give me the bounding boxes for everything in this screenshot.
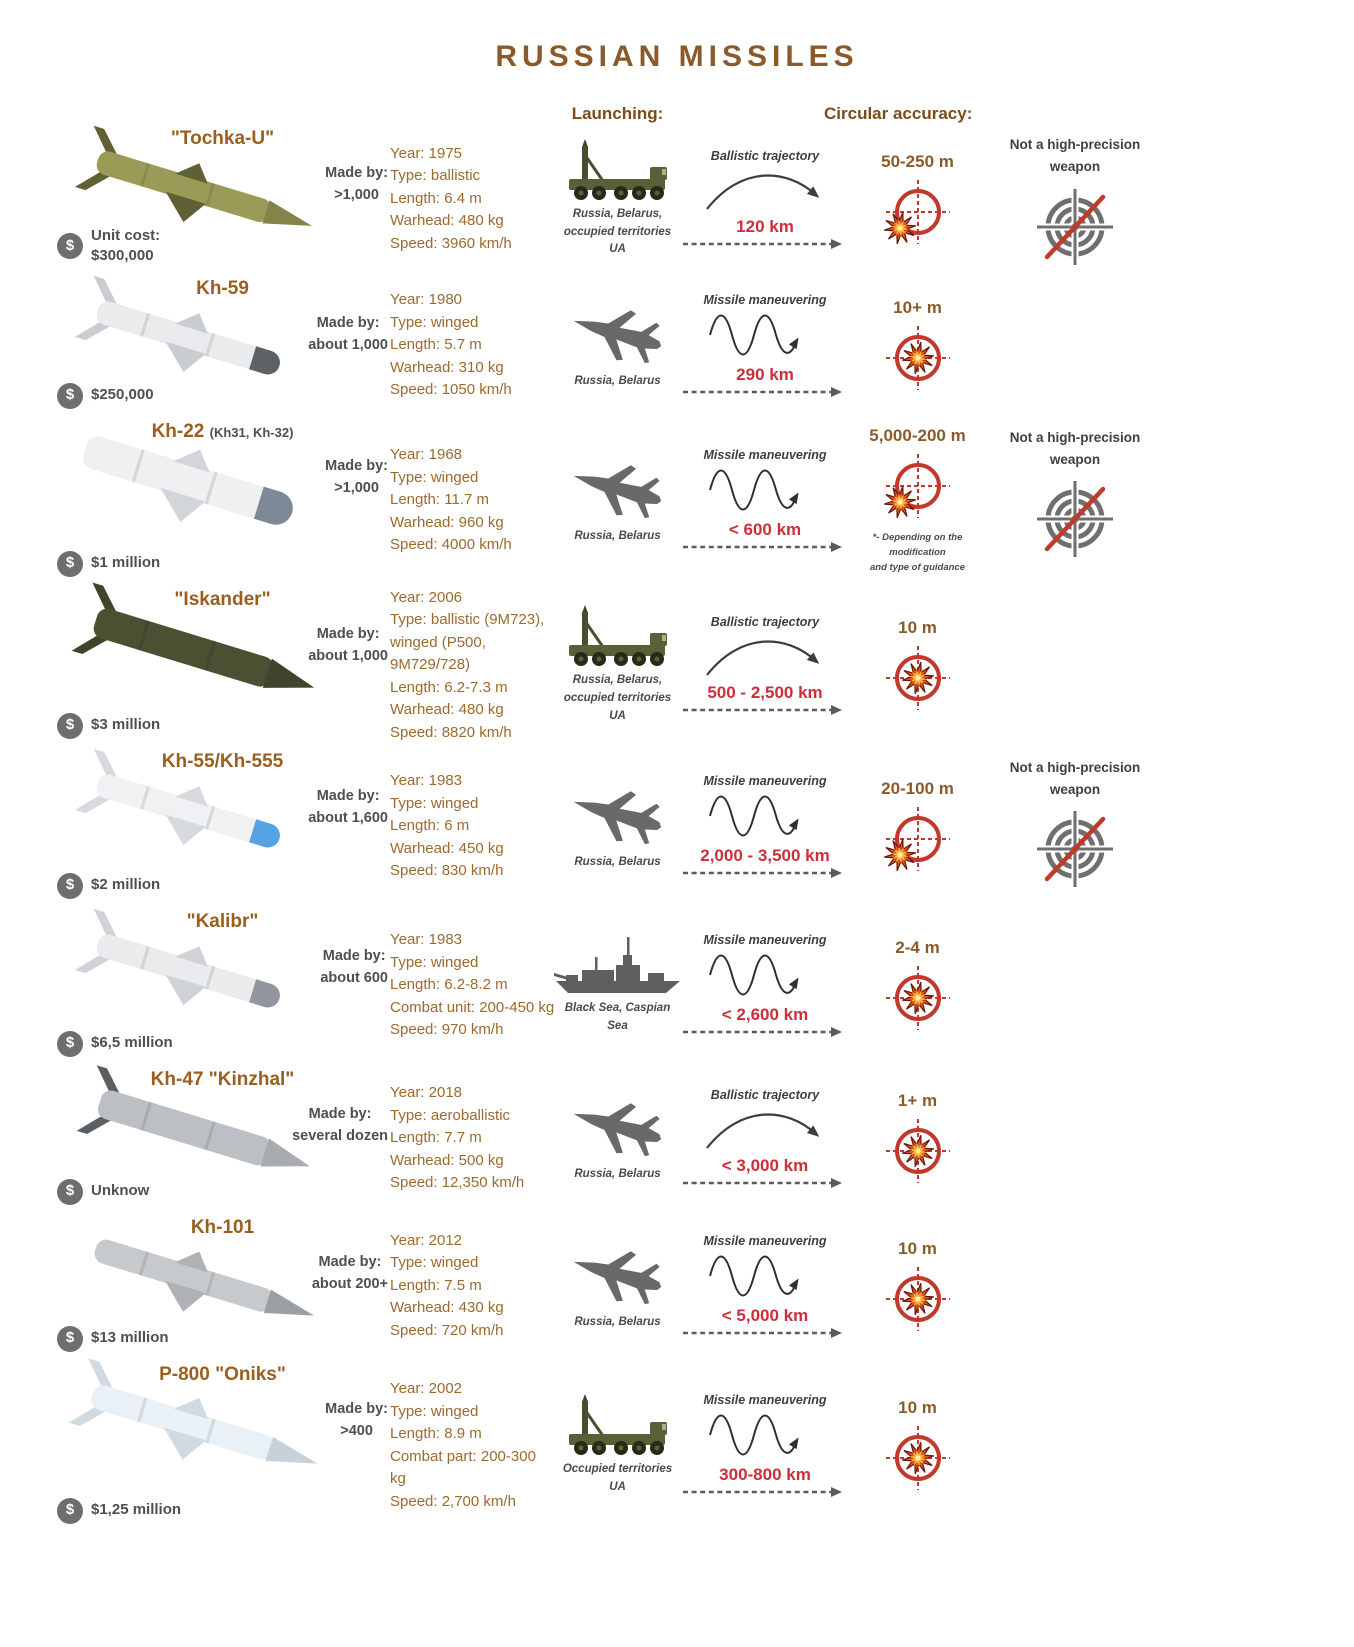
target-hit-icon (883, 1264, 953, 1334)
missile-row (0, 1360, 1354, 1532)
missile-name: Kh-47 "Kinzhal" (150, 1068, 295, 1090)
spec-line: Length: 11.7 m (390, 491, 489, 509)
spec-line: Year: 2012 (390, 1231, 463, 1249)
missile-image (51, 765, 351, 883)
spec-line: Type: winged (390, 1254, 479, 1272)
trajectory-cell (680, 417, 850, 585)
spec-line: Year: 2002 (390, 1380, 463, 1398)
trajectory-cell (680, 124, 850, 274)
spec-line: Combat part: 200-300 kg (390, 1447, 536, 1488)
range-value: < 600 km (728, 520, 802, 540)
accuracy-value: 10+ m (893, 297, 942, 317)
trajectory-cell (680, 1360, 850, 1532)
missile-image (51, 925, 351, 1043)
not-precise-block (985, 747, 1165, 907)
target-hit-icon (883, 1116, 953, 1186)
spec-line: Warhead: 430 kg (390, 1299, 504, 1317)
missile-cell (55, 1065, 390, 1213)
trajectory-label: Missile maneuvering (703, 1393, 827, 1408)
accuracy-footnote: *- Depending on the modification and type of guidance (869, 531, 965, 574)
range-value: < 5,000 km (721, 1305, 809, 1325)
ballistic-trajectory-icon (685, 163, 845, 215)
missile-maneuvering-icon (690, 1248, 840, 1304)
unit-cost-value: $2 million (91, 876, 161, 894)
crossed-target-icon (1035, 479, 1115, 559)
spec-line: Speed: 3960 km/h (390, 234, 512, 252)
accuracy-cell (850, 1213, 985, 1360)
launch-locations: Russia, Belarus, occupied territories UA (563, 207, 672, 256)
unit-cost-icon: $ (57, 1498, 83, 1524)
range-arrow-icon (681, 238, 849, 250)
missile-name: "Kalibr" (186, 910, 259, 932)
spec-line: Type: winged (390, 313, 479, 331)
accuracy-cell (850, 124, 985, 274)
unit-cost-label: Unit cost: (91, 226, 161, 244)
made-by-value: about 600 (320, 970, 388, 986)
unit-cost-icon: $ (57, 233, 83, 259)
missile-maneuvering-icon (690, 1407, 840, 1463)
missile-row (0, 585, 1354, 747)
spec-line: Speed: 720 km/h (390, 1321, 504, 1339)
missile-row (0, 124, 1354, 274)
target-miss-icon (883, 177, 953, 247)
spec-line: Year: 1983 (390, 772, 463, 790)
range-value: < 2,600 km (721, 1005, 809, 1025)
specs-list (390, 907, 555, 1065)
accuracy-cell (850, 274, 985, 417)
made-by-label: Made by: (318, 1253, 382, 1270)
unit-cost-icon: $ (57, 1326, 83, 1352)
made-by-label: Made by: (316, 315, 380, 331)
trajectory-cell (680, 1213, 850, 1360)
missile-image (51, 435, 351, 553)
trajectory-cell (680, 585, 850, 747)
spec-line: Warhead: 480 kg (390, 212, 504, 230)
made-by-label: Made by: (308, 1105, 372, 1122)
specs-list (390, 417, 555, 585)
made-by-label: Made by: (316, 625, 380, 642)
accuracy-value: 10 m (898, 1238, 937, 1258)
made-by-value: about 200+ (311, 1276, 388, 1292)
unit-cost-value: $3 million (91, 716, 161, 734)
trajectory-label: Ballistic trajectory (710, 148, 820, 163)
specs-list (390, 124, 555, 274)
target-miss-icon (883, 451, 953, 521)
spec-line: Year: 1983 (390, 931, 463, 949)
column-headers (0, 104, 1354, 124)
spec-line: Speed: 830 km/h (390, 862, 504, 880)
ballistic-trajectory-icon (685, 629, 845, 681)
range-arrow-icon (681, 541, 849, 553)
unit-cost-icon: $ (57, 873, 83, 899)
spec-line: Speed: 8820 km/h (390, 723, 512, 741)
spec-line: Length: 5.7 m (390, 336, 482, 354)
spec-line: Speed: 2,700 km/h (390, 1492, 516, 1510)
crossed-target-icon (1035, 809, 1115, 889)
range-arrow-icon (681, 1026, 849, 1038)
accuracy-cell (850, 747, 985, 907)
missile-row (0, 1065, 1354, 1213)
missile-row (0, 417, 1354, 585)
spec-line: Type: winged (390, 794, 479, 812)
missile-cell (55, 1360, 390, 1532)
accuracy-value: 1+ m (897, 1091, 938, 1111)
not-precise-label: Not a high-precision weapon (1009, 759, 1141, 797)
spec-line: Type: winged (390, 1402, 479, 1420)
made-by-value: about 1,000 (308, 648, 388, 664)
trajectory-cell (680, 1065, 850, 1213)
ballistic-trajectory-icon (685, 1102, 845, 1154)
unit-cost-icon: $ (57, 383, 83, 409)
missile-name: Kh-22 (151, 420, 205, 442)
launch-locations: Russia, Belarus (574, 856, 661, 869)
missile-cell (55, 1213, 390, 1360)
warship-icon (552, 935, 684, 997)
trajectory-cell (680, 274, 850, 417)
spec-line: Year: 1975 (390, 144, 463, 162)
launch-locations: Black Sea, Caspian Sea (564, 1002, 671, 1033)
target-hit-icon (883, 643, 953, 713)
trajectory-label: Missile maneuvering (703, 292, 827, 307)
missile-name: Kh-55/Kh-555 (161, 750, 284, 772)
range-arrow-icon (681, 386, 849, 398)
missile-name: "Iskander" (174, 588, 271, 610)
spec-line: Speed: 1050 km/h (390, 381, 512, 399)
spec-line: Type: winged (390, 953, 479, 971)
range-value: < 3,000 km (721, 1156, 809, 1176)
column-header-accuracy: Circular accuracy: (824, 104, 973, 123)
launching-cell (555, 907, 680, 1065)
missile-name-suffix: (Kh31, Kh-32) (209, 424, 294, 440)
not-precise-label: Not a high-precision weapon (1009, 429, 1141, 467)
range-arrow-icon (681, 1486, 849, 1498)
unit-cost-icon: $ (57, 551, 83, 577)
spec-line: Length: 6.2-7.3 m (390, 678, 508, 696)
launching-cell (555, 585, 680, 747)
unit-cost-value: Unknow (91, 1182, 150, 1200)
trajectory-label: Ballistic trajectory (710, 1088, 820, 1103)
made-by-label: Made by: (322, 947, 386, 964)
unit-cost-value: $13 million (91, 1329, 169, 1347)
missile-name: Kh-59 (196, 278, 249, 299)
made-by-label: Made by: (325, 1400, 388, 1417)
unit-cost-value: $1,25 million (91, 1501, 182, 1519)
accuracy-cell (850, 1360, 985, 1532)
made-by-value: >1,000 (334, 480, 379, 496)
missile-cell (55, 585, 390, 747)
missile-name: "Tochka-U" (170, 128, 275, 149)
made-by-value: >400 (340, 1423, 373, 1439)
target-miss-icon (883, 804, 953, 874)
column-header-launching: Launching: (571, 104, 664, 123)
target-hit-icon (883, 963, 953, 1033)
missile-maneuvering-icon (690, 307, 840, 363)
spec-line: Type: aeroballistic (390, 1106, 511, 1124)
launching-cell (555, 1360, 680, 1532)
spec-line: Year: 1980 (390, 291, 463, 309)
spec-line: Type: winged (390, 468, 479, 486)
crossed-target-icon (1035, 187, 1115, 267)
missile-image (51, 603, 351, 721)
accuracy-value: 10 m (898, 618, 937, 638)
spec-line: Year: 2018 (390, 1084, 463, 1102)
trajectory-label: Ballistic trajectory (710, 615, 820, 630)
missile-maneuvering-icon (690, 462, 840, 518)
spec-line: Type: ballistic (9M723), winged (P500, 9M729/728) (390, 611, 545, 674)
range-arrow-icon (681, 1327, 849, 1339)
accuracy-value: 10 m (898, 1398, 937, 1418)
spec-line: Length: 7.5 m (390, 1276, 482, 1294)
tel-truck-icon (557, 605, 679, 669)
launching-cell (555, 1213, 680, 1360)
launch-locations: Russia, Belarus (574, 1315, 661, 1328)
trajectory-label: Missile maneuvering (703, 448, 827, 463)
unit-cost-icon: $ (57, 1031, 83, 1057)
trajectory-label: Missile maneuvering (703, 1233, 827, 1248)
range-value: 290 km (736, 364, 794, 384)
spec-line: Length: 7.7 m (390, 1129, 482, 1147)
fighter-jet-icon (566, 1241, 670, 1311)
missile-maneuvering-icon (690, 788, 840, 844)
spec-line: Warhead: 960 kg (390, 513, 504, 531)
specs-list (390, 1360, 555, 1532)
trajectory-label: Missile maneuvering (703, 933, 827, 948)
trajectory-label: Missile maneuvering (703, 774, 827, 789)
target-hit-icon (883, 323, 953, 393)
made-by-value: >1,000 (334, 187, 379, 204)
accuracy-cell (850, 585, 985, 747)
launch-locations: Russia, Belarus (574, 530, 661, 543)
missile-cell (55, 417, 390, 585)
spec-line: Year: 1968 (390, 446, 463, 464)
range-arrow-icon (681, 867, 849, 879)
specs-list (390, 747, 555, 907)
spec-line: Speed: 12,350 km/h (390, 1174, 525, 1192)
launching-cell (555, 417, 680, 585)
made-by-value: about 1,600 (308, 810, 388, 826)
missile-cell (55, 274, 390, 417)
spec-line: Warhead: 450 kg (390, 839, 504, 857)
launch-locations: Russia, Belarus, occupied territories UA (563, 674, 672, 722)
specs-list (390, 1065, 555, 1213)
trajectory-cell (680, 747, 850, 907)
missile-row (0, 1213, 1354, 1360)
spec-line: Length: 6 m (390, 817, 470, 835)
missile-maneuvering-icon (690, 947, 840, 1003)
range-value: 120 km (736, 216, 794, 236)
spec-line: Warhead: 480 kg (390, 701, 504, 719)
not-precise-block (985, 124, 1165, 274)
tel-truck-icon (557, 139, 679, 203)
unit-cost-value: $1 million (91, 554, 161, 572)
fighter-jet-icon (566, 781, 670, 851)
accuracy-value: 2-4 m (895, 938, 940, 958)
unit-cost-icon: $ (57, 1179, 83, 1205)
range-value: 500 - 2,500 km (707, 683, 823, 703)
launching-cell (555, 1065, 680, 1213)
unit-cost-value: $300,000 (91, 246, 154, 264)
page-title: RUSSIAN MISSILES (495, 40, 859, 73)
range-value: 2,000 - 3,500 km (700, 846, 830, 866)
spec-line: Type: ballistic (390, 167, 481, 185)
accuracy-value: 50-250 m (881, 151, 954, 171)
fighter-jet-icon (566, 455, 670, 525)
tel-truck-icon (557, 1394, 679, 1458)
accuracy-cell (850, 1065, 985, 1213)
fighter-jet-icon (566, 1093, 670, 1163)
missile-cell (55, 747, 390, 907)
specs-list (390, 274, 555, 417)
missile-row (0, 274, 1354, 417)
launching-cell (555, 124, 680, 274)
accuracy-value: 20-100 m (881, 779, 954, 799)
launching-cell (555, 274, 680, 417)
range-arrow-icon (681, 704, 849, 716)
missile-rows (0, 124, 1354, 1532)
spec-line: Warhead: 500 kg (390, 1151, 504, 1169)
accuracy-cell (850, 417, 985, 585)
made-by-value: about 1,000 (308, 337, 388, 354)
missile-name: P-800 "Oniks" (159, 1363, 286, 1385)
made-by-label: Made by: (325, 165, 388, 181)
missile-image (51, 1378, 351, 1496)
missile-row (0, 747, 1354, 907)
accuracy-cell (850, 907, 985, 1065)
made-by-value: several dozen (292, 1128, 388, 1144)
missile-cell (55, 124, 390, 274)
range-value: 300-800 km (719, 1465, 811, 1485)
spec-line: Speed: 4000 km/h (390, 536, 512, 554)
accuracy-value: 5,000-200 m (869, 425, 966, 445)
spec-line: Length: 6.2-8.2 m (390, 976, 508, 994)
made-by-label: Made by: (316, 787, 380, 804)
launching-cell (555, 747, 680, 907)
spec-line: Warhead: 310 kg (390, 358, 504, 376)
spec-line: Length: 8.9 m (390, 1425, 482, 1443)
range-arrow-icon (681, 1177, 849, 1189)
missile-name: Kh-101 (190, 1216, 255, 1238)
launch-locations: Russia, Belarus (574, 374, 661, 387)
launch-locations: Russia, Belarus (574, 1168, 661, 1181)
spec-line: Year: 2006 (390, 588, 463, 606)
spec-line: Length: 6.4 m (390, 189, 482, 207)
spec-line: Speed: 970 km/h (390, 1021, 504, 1039)
trajectory-cell (680, 907, 850, 1065)
not-precise-block (985, 417, 1165, 585)
made-by-label: Made by: (325, 457, 388, 474)
missile-row (0, 907, 1354, 1065)
launch-locations: Occupied territories UA (562, 1463, 673, 1494)
unit-cost-value: $6,5 million (91, 1034, 173, 1052)
specs-list (390, 585, 555, 747)
spec-line: Combat unit: 200-450 kg (390, 998, 555, 1016)
unit-cost-value: $250,000 (91, 386, 154, 404)
unit-cost-icon: $ (57, 713, 83, 739)
missile-cell (55, 907, 390, 1065)
specs-list (390, 1213, 555, 1360)
not-precise-label: Not a high-precision weapon (1009, 137, 1141, 175)
fighter-jet-icon (566, 300, 670, 370)
target-hit-icon (883, 1423, 953, 1493)
